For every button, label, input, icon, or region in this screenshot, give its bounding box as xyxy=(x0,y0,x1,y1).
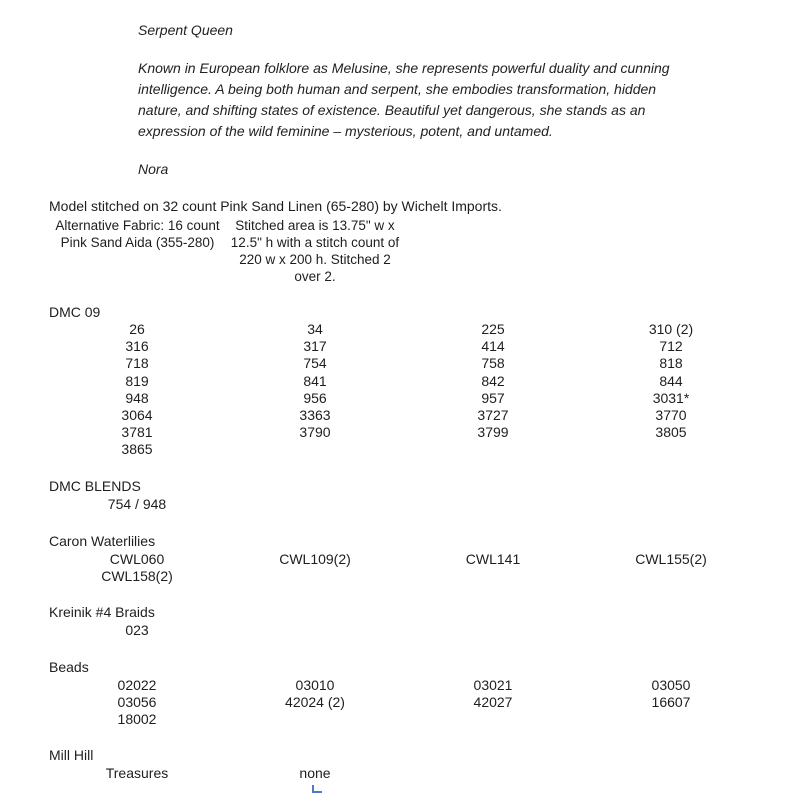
designer-signature: Nora xyxy=(138,161,169,177)
dmc-floss: 948 xyxy=(125,389,149,406)
dmc-column-1 xyxy=(77,321,197,459)
caron-item: CWL155(2) xyxy=(635,551,707,567)
dmc-floss: 818 xyxy=(659,355,683,372)
pattern-title: Serpent Queen xyxy=(138,22,233,38)
dmc-floss: 3363 xyxy=(299,406,331,423)
millhill-value: none xyxy=(299,765,331,781)
model-fabric-text: Model stitched on 32 count Pink Sand Linen (65-280) by Wichelt Imports. xyxy=(49,198,502,214)
alternative-fabric-text: Alternative Fabric: 16 count Pink Sand Aida (355-280) xyxy=(55,218,220,250)
dmc-floss: 718 xyxy=(125,355,149,372)
dmc-floss: 3790 xyxy=(299,424,331,441)
bead-item: 03021 xyxy=(473,677,513,693)
dmc-floss: 310 (2) xyxy=(648,321,694,337)
dmc-section-title: DMC 09 xyxy=(49,304,101,320)
caron-item: CWL141 xyxy=(465,551,521,567)
dmc-floss: 842 xyxy=(481,372,505,389)
millhill-label: Treasures xyxy=(105,765,169,781)
dmc-floss: 956 xyxy=(303,389,327,406)
stitched-area-text: Stitched area is 13.75" w x 12.5" h with a stitch count of 220 w x 200 h. Stitched 2 over 2. xyxy=(230,218,400,284)
beads-section-title: Beads xyxy=(49,659,89,675)
bead-item: 02022 xyxy=(117,677,157,693)
caron-item: CWL109(2) xyxy=(279,551,351,567)
dmc-floss: 3031* xyxy=(652,389,690,406)
dmc-floss: 844 xyxy=(659,372,683,389)
pattern-description: Known in European folklore as Melusine, she represents powerful duality and cunning intelligence. A being both human and serpent, she embodies transformation, hidden nature, and shifting states of existence. Beautiful yet dangerous, she stands as an expression of the wild feminine – mysterious, potent, and untamed. xyxy=(138,60,670,139)
dmc-column-3 xyxy=(433,321,553,441)
dmc-floss: 317 xyxy=(303,338,327,355)
dmc-floss: 3781 xyxy=(121,424,153,441)
blends-section-title: DMC BLENDS xyxy=(49,478,141,494)
kreinik-item: 023 xyxy=(125,622,149,638)
dmc-floss: 414 xyxy=(481,338,505,355)
dmc-floss: 819 xyxy=(125,372,149,389)
dmc-column-2 xyxy=(255,321,375,441)
dmc-floss: 3805 xyxy=(655,424,687,441)
caron-section-title: Caron Waterlilies xyxy=(49,533,156,549)
dmc-floss: 712 xyxy=(659,338,683,355)
dmc-floss: 3770 xyxy=(655,406,687,423)
bead-item: 03050 xyxy=(651,677,691,693)
millhill-section-title: Mill Hill xyxy=(49,747,94,763)
caron-item: CWL158(2) xyxy=(101,568,173,584)
dmc-floss: 3727 xyxy=(477,406,509,423)
bead-item: 03056 xyxy=(117,694,157,710)
dmc-floss: 225 xyxy=(481,321,505,337)
blend-item: 754 / 948 xyxy=(107,496,167,512)
bead-item: 03010 xyxy=(295,677,335,693)
dmc-floss: 3064 xyxy=(121,406,153,423)
dmc-floss: 957 xyxy=(481,389,505,406)
dmc-floss: 3865 xyxy=(121,441,153,458)
dmc-floss: 3799 xyxy=(477,424,509,441)
dmc-floss: 758 xyxy=(481,355,505,372)
text-cursor-icon xyxy=(312,785,322,793)
dmc-floss: 841 xyxy=(303,372,327,389)
kreinik-section-title: Kreinik #4 Braids xyxy=(49,604,155,620)
caron-item: CWL060 xyxy=(109,551,165,567)
bead-item: 16607 xyxy=(651,694,691,710)
dmc-floss: 26 xyxy=(129,321,145,337)
dmc-floss: 316 xyxy=(125,338,149,355)
bead-item: 42027 xyxy=(473,694,513,710)
bead-item: 18002 xyxy=(117,711,157,727)
dmc-column-4 xyxy=(611,321,731,441)
dmc-floss: 34 xyxy=(307,321,323,337)
dmc-floss: 754 xyxy=(303,355,327,372)
bead-item: 42024 (2) xyxy=(285,694,345,710)
